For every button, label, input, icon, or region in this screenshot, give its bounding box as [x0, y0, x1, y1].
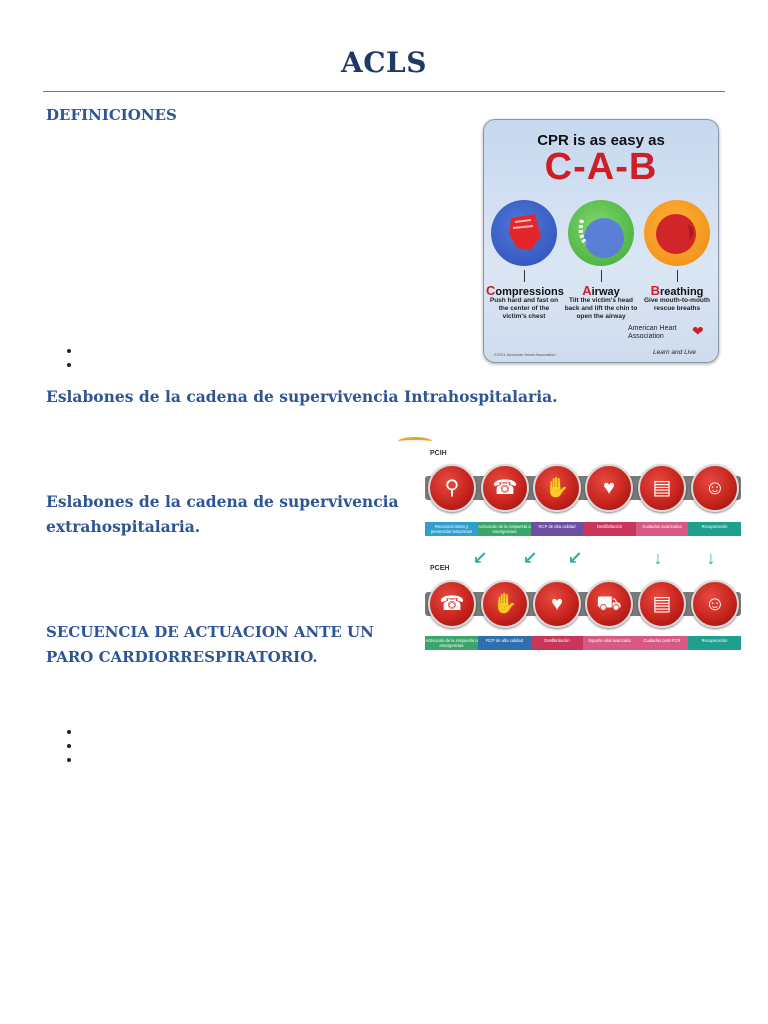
monitor-icon: ▤: [638, 580, 686, 628]
step-label-compressions: Compressions: [486, 283, 564, 298]
chain-row2-caption: Cuidados post-PCR: [636, 636, 688, 650]
magnifier-icon: ⚲: [428, 464, 476, 512]
poster-cab-text: C-A-B: [544, 146, 658, 188]
chain-row2-caption: Recuperación: [688, 636, 741, 650]
heading-secuencia-line2: PARO CARDIORRESPIRATORIO.: [46, 648, 318, 666]
heading-definiciones: DEFINICIONES: [46, 106, 177, 124]
monitor-icon: ▤: [638, 464, 686, 512]
heading-extrahospitalaria-line2: extrahospitalaria.: [46, 517, 201, 536]
chain-row2-caption: Soporte vital avanzado: [583, 636, 636, 650]
people-icon: ☺: [691, 464, 739, 512]
list-item: [67, 753, 77, 767]
aha-heart-icon: ❤: [692, 323, 704, 339]
ambulance-icon: ⛟: [585, 580, 633, 628]
airway-icon: [568, 200, 634, 266]
chain-row2-caption: RCP de alta calidad: [478, 636, 531, 650]
chain-row2-caption: Desfibrilación: [531, 636, 583, 650]
phone-icon: ☎: [481, 464, 529, 512]
arrow-down-left-icon: ↙: [522, 548, 538, 568]
people-icon: ☺: [691, 580, 739, 628]
step-desc-airway: Tilt the victim's head back and lift the chin to open the airway: [564, 297, 638, 320]
bullet-list-1: [67, 344, 77, 372]
step-label-airway: Airway: [582, 283, 620, 298]
defibrillator-heart-icon: ♥: [585, 464, 633, 512]
bullet-list-2: [67, 725, 77, 767]
step-desc-compressions: Push hard and fast on the center of the victim's chest: [489, 297, 559, 320]
list-item: [67, 358, 77, 372]
chain-row1-caption: Desfibrilación: [583, 522, 636, 536]
list-item: [67, 739, 77, 753]
tick: [601, 270, 602, 282]
chain-row2-label: PCEH: [430, 565, 450, 572]
heading-intrahospitalaria: Eslabones de la cadena de supervivencia Intrahospitalaria.: [46, 387, 558, 406]
chain-row1-caption: Cuidados avanzados: [636, 522, 688, 536]
arrow-down-left-icon: ↙: [567, 548, 583, 568]
list-item: [67, 344, 77, 358]
aha-tagline: Learn and Live: [652, 349, 696, 356]
decorative-arc: [398, 437, 432, 446]
step-label-breathing: Breathing: [650, 283, 704, 298]
chain-row1-label: PCIH: [430, 450, 447, 457]
chain-of-survival-graphic: [425, 440, 741, 655]
chain-row1-caption: Reconocimiento y prevención tempranos: [425, 522, 478, 536]
aha-name: American Heart Association: [628, 325, 677, 340]
chain-row1-caption: Recuperación: [688, 522, 741, 536]
chain-row1-caption: RCP de alta calidad: [531, 522, 583, 536]
poster-footer: ©2011 American Heart Association: [494, 352, 556, 357]
compressions-icon: [491, 200, 557, 266]
defibrillator-heart-icon: ♥: [533, 580, 581, 628]
tick: [524, 270, 525, 282]
breathing-icon: [644, 200, 710, 266]
step-desc-breathing: Give mouth-to-mouth rescue breaths: [643, 297, 711, 312]
arrow-down-left-icon: ↙: [472, 548, 488, 568]
chain-row1-caption: Activación de la respuesta a emergencias: [478, 524, 531, 534]
hands-cpr-icon: ✋: [481, 580, 529, 628]
chain-row2-caption: Activación de la respuesta a emergencias: [425, 638, 478, 648]
page-title: ACLS: [341, 46, 427, 79]
heading-extrahospitalaria-line1: Eslabones de la cadena de supervivencia: [46, 492, 399, 511]
cpr-cab-poster: [483, 119, 719, 363]
heading-secuencia-line1: SECUENCIA DE ACTUACION ANTE UN: [46, 623, 374, 641]
list-item: [67, 725, 77, 739]
poster-heading: CPR is as easy as: [537, 132, 665, 149]
title-divider: [43, 91, 725, 92]
arrow-down-icon: ↓: [706, 548, 716, 568]
phone-icon: ☎: [428, 580, 476, 628]
arrow-down-icon: ↓: [653, 548, 663, 568]
tick: [677, 270, 678, 282]
hands-cpr-icon: ✋: [533, 464, 581, 512]
